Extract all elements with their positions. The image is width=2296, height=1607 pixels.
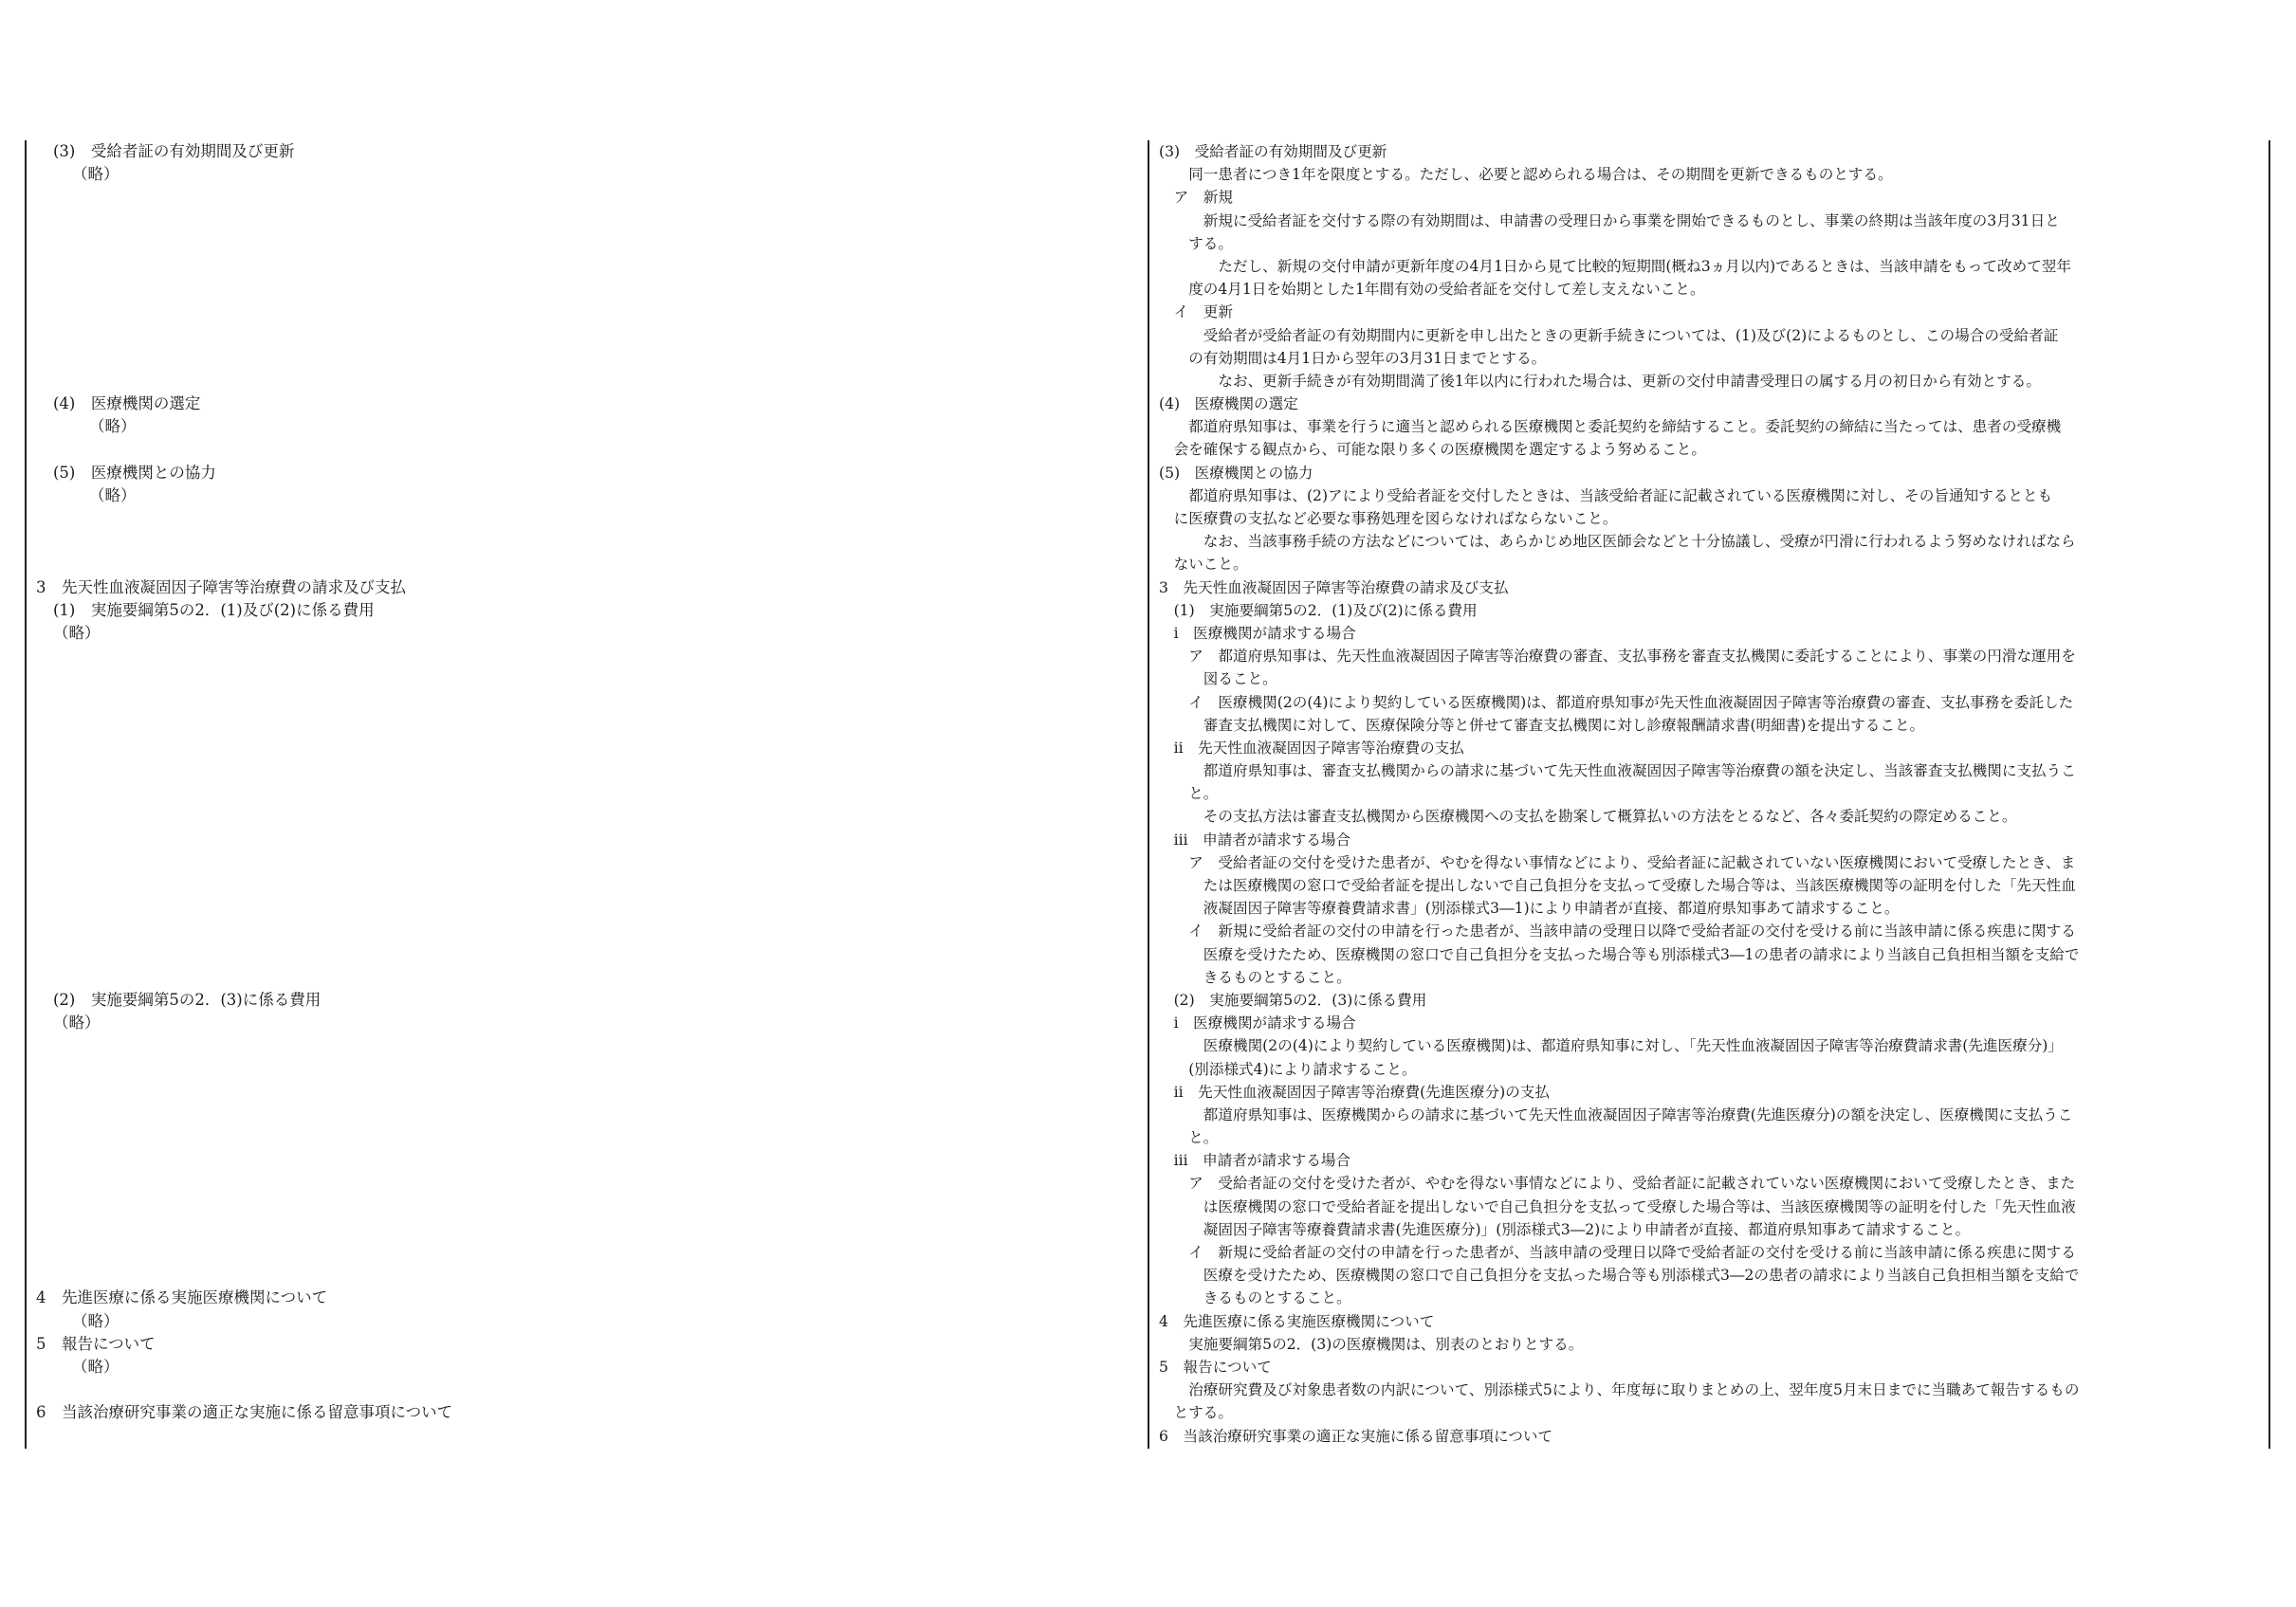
left-s4-body: （略） [72, 1311, 119, 1330]
right-line: (5) 医療機関との協力 [1159, 464, 1313, 482]
right-line: (4) 医療機関の選定 [1159, 395, 1298, 413]
right-line: と。 [1159, 785, 1219, 803]
left-s3-2-4-title: (4) 医療機関の選定 [53, 394, 201, 413]
right-line: 治療研究費及び対象患者数の内訳について、別添様式5により、年度毎に取りまとめの上、翌年度5月末日までに当職あて報告するもの [1159, 1381, 2080, 1399]
right-line: と。 [1159, 1129, 1219, 1147]
right-line: する。 [1159, 234, 1233, 252]
right-line: 6 当該治療研究事業の適正な実施に係る留意事項について [1159, 1427, 1553, 1445]
left-s3-2-4-body: （略） [89, 417, 137, 436]
right-line: ただし、新規の交付申請が更新年度の4月1日から見て比較的短期間(概ね3ヵ月以内)であるときは、当該申請をもって改めて翌年 [1159, 257, 2071, 275]
right-line: ア 受給者証の交付を受けた患者が、やむを得ない事情などにより、受給者証に記載されていない医療機関において受療したとき、ま [1159, 853, 2076, 871]
right-line: に医療費の支払など必要な事務処理を図らなければならないこと。 [1159, 510, 1618, 527]
left-column [36, 140, 1136, 1425]
right-border [2268, 140, 2270, 1449]
right-line: きるものとすること。 [1159, 1289, 1351, 1307]
right-line: は医療機関の窓口で受給者証を提出しないで自己負担分を支払って受療した場合等は、当該医療機関等の証明を付した「先天性血液 [1159, 1197, 2076, 1215]
right-line: とする。 [1159, 1404, 1233, 1422]
left-s3-2-title: (2) 実施要綱第5の2．(3)に係る費用 [53, 990, 321, 1009]
right-line: ⅲ 申請者が請求する場合 [1159, 1152, 1351, 1170]
right-line: 医療を受けたため、医療機関の窓口で自己負担分を支払った場合等も別添様式3―1の患者の請求により当該自己負担相当額を支給で [1159, 945, 2080, 963]
right-line: なお、更新手続きが有効期間満了後1年以内に行われた場合は、更新の交付申請書受理日の属する月の初日から有効とする。 [1159, 372, 2041, 390]
left-s3-1-title: (1) 実施要綱第5の2．(1)及び(2)に係る費用 [53, 600, 375, 619]
right-line: ⅱ 先天性血液凝固因子障害等治療費の支払 [1159, 739, 1464, 757]
right-line: なお、当該事務手続の方法などについては、あらかじめ地区医師会などと十分協議し、受療が円滑に行われるよう努めなければなら [1159, 533, 2076, 551]
left-s3-2-body: （略） [53, 1014, 101, 1032]
right-line: ア 受給者証の交付を受けた者が、やむを得ない事情などにより、受給者証に記載されていない医療機関において受療したとき、また [1159, 1175, 2076, 1193]
right-line: 受給者が受給者証の有効期間内に更新を申し出たときの更新手続きについては、(1)及び(2)によるものとし、この場合の受給者証 [1159, 326, 2059, 344]
right-line: 凝固因子障害等療養費請求書(先進医療分)」(別添様式3―2)により申請者が直接、都道府県知事あて請求すること。 [1159, 1220, 1971, 1238]
right-line: (2) 実施要綱第5の2．(3)に係る費用 [1159, 991, 1427, 1009]
right-line: イ 新規に受給者証の交付の申請を行った患者が、当該申請の受理日以降で受給者証の交付を受ける前に当該申請に係る疾患に関する [1159, 922, 2076, 940]
left-s3-title: 3 先天性血液凝固因子障害等治療費の請求及び支払 [36, 577, 406, 596]
right-line: ⅱ 先天性血液凝固因子障害等治療費(先進医療分)の支払 [1159, 1083, 1550, 1101]
right-line: イ 医療機関(2の(4)により契約している医療機関)は、都道府県知事が先天性血液凝固因子障害等治療費の審査、支払事務を委託した [1159, 693, 2074, 711]
right-line: ないこと。 [1159, 556, 1248, 574]
left-border [25, 140, 27, 1449]
left-s5-body: （略） [72, 1357, 119, 1376]
left-s4-title: 4 先進医療に係る実施医療機関について [36, 1288, 328, 1307]
right-line: イ 更新 [1159, 303, 1233, 321]
right-line: 液凝固因子障害等療養費請求書」(別添様式3―1)により申請者が直接、都道府県知事あて請求すること。 [1159, 900, 1900, 918]
right-line: 度の4月1日を始期とした1年間有効の受給者証を交付して差し支えないこと。 [1159, 281, 1705, 299]
right-line: 都道府県知事は、審査支払機関からの請求に基づいて先天性血液凝固因子障害等治療費の額を決定し、当該審査支払機関に支払うこ [1159, 762, 2076, 780]
left-s3-2-5-title: (5) 医療機関との協力 [53, 463, 216, 482]
right-line: ア 新規 [1159, 189, 1233, 207]
left-s3-2-3-body: （略） [72, 165, 119, 184]
left-s6-title: 6 当該治療研究事業の適正な実施に係る留意事項について [36, 1403, 453, 1422]
right-line: その支払方法は審査支払機関から医療機関への支払を勘案して概算払いの方法をとるなど、各々委託契約の際定めること。 [1159, 808, 2017, 826]
left-s3-1-body: （略） [53, 623, 101, 642]
right-line: 都道府県知事は、(2)アにより受給者証を交付したときは、当該受給者証に記載されている医療機関に対し、その旨通知するととも [1159, 486, 2053, 504]
right-line: 図ること。 [1159, 670, 1277, 688]
right-column [1159, 140, 2264, 1448]
right-line: 同一患者につき1年を限度とする。ただし、必要と認められる場合は、その期間を更新できるものとする。 [1159, 166, 1893, 184]
right-line: ア 都道府県知事は、先天性血液凝固因子障害等治療費の審査、支払事務を審査支払機関に委託することにより、事業の円滑な運用を [1159, 648, 2076, 666]
right-line: ⅰ 医療機関が請求する場合 [1159, 1014, 1356, 1032]
right-line: 実施要綱第5の2．(3)の医療機関は、別表のとおりとする。 [1159, 1335, 1584, 1353]
right-line: たは医療機関の窓口で受給者証を提出しないで自己負担分を支払って受療した場合等は、当該医療機関等の証明を付した「先天性血 [1159, 877, 2076, 894]
right-line: 医療を受けたため、医療機関の窓口で自己負担分を支払った場合等も別添様式3―2の患者の請求により当該自己負担相当額を支給で [1159, 1267, 2080, 1285]
right-line: の有効期間は4月1日から翌年の3月31日までとする。 [1159, 349, 1547, 367]
right-line: 都道府県知事は、医療機関からの請求に基づいて先天性血液凝固因子障害等治療費(先進医療分)の額を決定し、医療機関に支払うこ [1159, 1105, 2073, 1123]
left-s3-2-5-body: （略） [89, 485, 137, 504]
right-line: (3) 受給者証の有効期間及び更新 [1159, 143, 1387, 160]
center-divider [1148, 140, 1149, 1449]
right-line: 5 報告について [1159, 1358, 1272, 1376]
right-line: 3 先天性血液凝固因子障害等治療費の請求及び支払 [1159, 578, 1509, 596]
right-line: ⅲ 申請者が請求する場合 [1159, 831, 1351, 849]
left-s3-2-3-title: (3) 受給者証の有効期間及び更新 [53, 142, 295, 160]
left-s5-title: 5 報告について [36, 1334, 156, 1353]
right-line: 会を確保する観点から、可能な限り多くの医療機関を選定するよう努めること。 [1159, 441, 1706, 459]
right-line: 4 先進医療に係る実施医療機関について [1159, 1312, 1435, 1330]
right-line: 新規に受給者証を交付する際の有効期間は、申請書の受理日から事業を開始できるものとし、事業の終期は当該年度の3月31日と [1159, 211, 2060, 229]
right-line: きるものとすること。 [1159, 968, 1351, 986]
right-line: イ 新規に受給者証の交付の申請を行った患者が、当該申請の受理日以降で受給者証の交付を受ける前に当該申請に係る疾患に関する [1159, 1244, 2076, 1261]
right-line: (別添様式4)により請求すること。 [1159, 1060, 1417, 1078]
right-line: 医療機関(2の(4)により契約している医療機関)は、都道府県知事に対し、「先天性血液凝固因子障害等治療費請求書(先進医療分)」 [1159, 1037, 2063, 1055]
right-line: 審査支払機関に対して、医療保険分等と併せて審査支払機関に対し診療報酬請求書(明細書)を提出すること。 [1159, 716, 1925, 734]
right-line: 都道府県知事は、事業を行うに適当と認められる医療機関と委託契約を締結すること。委託契約の締結に当たっては、患者の受療機 [1159, 418, 2062, 436]
right-line: ⅰ 医療機関が請求する場合 [1159, 624, 1356, 642]
right-line: (1) 実施要綱第5の2．(1)及び(2)に係る費用 [1159, 601, 1478, 619]
